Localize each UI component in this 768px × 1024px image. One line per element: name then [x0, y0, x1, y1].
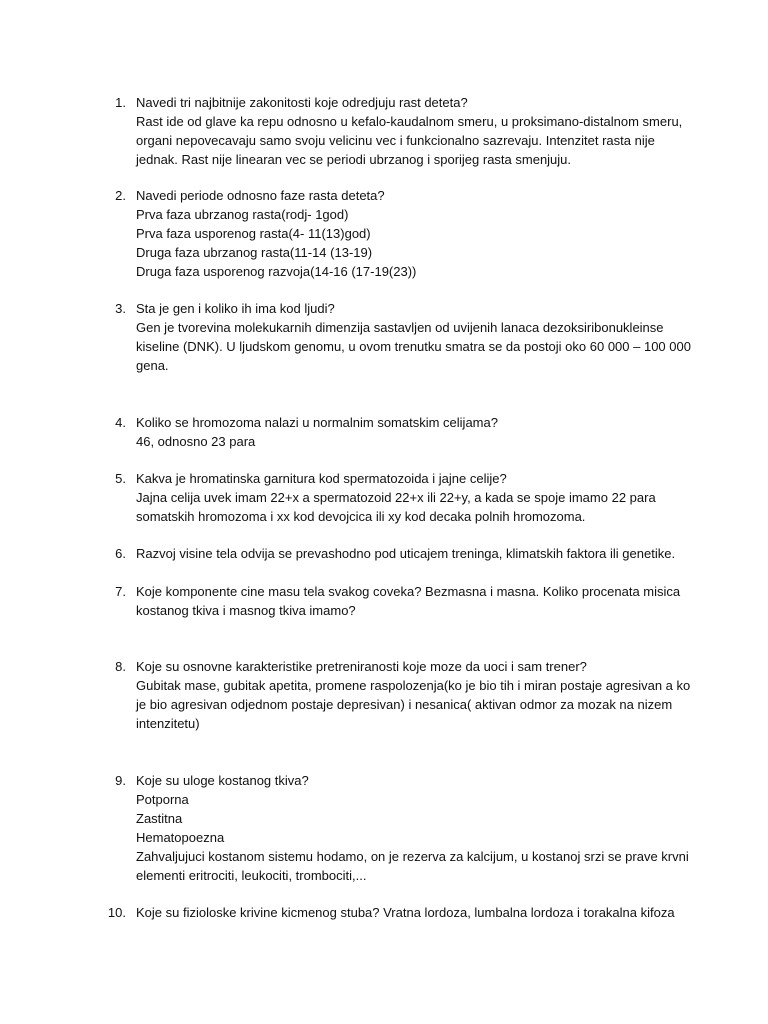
question-body [136, 469, 696, 526]
answer-line: intenzitetu) [136, 716, 200, 731]
question-number: 10. [107, 905, 126, 920]
answer-line: Druga faza ubrzanog rasta(11-14 (13-19) [136, 245, 373, 260]
question-text: Koje su uloge kostanog tkiva? [136, 773, 309, 788]
answer-line: je bio agresivan odjednom postaje depresivan) i nesanica( aktivan odmor za mozak na nizem [136, 697, 673, 712]
question-body [136, 903, 696, 922]
question-number: 7. [115, 584, 126, 599]
answer-line: somatskih hromozoma i xx kod devojcica ili xy kod decaka polnih hromozoma. [136, 509, 586, 524]
answer-line: Gen je tvorevina molekukarnih dimenzija sastavljen od uvijenih lanaca dezoksiribonukleinse [136, 320, 664, 335]
question-text: Navedi periode odnosno faze rasta deteta? [136, 188, 385, 203]
question-text: Kakva je hromatinska garnitura kod spermatozoida i jajne celije? [136, 471, 507, 486]
answer-line: Gubitak mase, gubitak apetita, promene raspolozenja(ko je bio tih i miran postaje agresivan a ko [136, 678, 691, 693]
question-text: Koje su fizioloske krivine kicmenog stuba? Vratna lordoza, lumbalna lordoza i torakalna kifoza [136, 905, 675, 920]
question-number: 9. [115, 773, 126, 788]
question-text: Navedi tri najbitnije zakonitosti koje odredjuju rast deteta? [136, 95, 468, 110]
question-number: 4. [115, 415, 126, 430]
question-text: Koje su osnovne karakteristike pretreniranosti koje moze da uoci i sam trener? [136, 659, 587, 674]
answer-line: jednak. Rast nije linearan vec se periodi ubrzanog i sporijeg rasta smenjuju. [136, 152, 572, 167]
question-number: 3. [115, 301, 126, 316]
question-text: Koliko se hromozoma nalazi u normalnim somatskim celijama? [136, 415, 498, 430]
question-text: Razvoj visine tela odvija se prevashodno pod uticajem treninga, klimatskih faktora ili genetike. [136, 546, 676, 561]
answer-line: Hematopoezna [136, 830, 225, 845]
question-number: 8. [115, 659, 126, 674]
answer-line: gena. [136, 358, 169, 373]
question-number: 6. [115, 546, 126, 561]
question-text: Koje komponente cine masu tela svakog coveka? Bezmasna i masna. Koliko procenata misica [136, 584, 681, 599]
answer-line: Jajna celija uvek imam 22+x a spermatozoid 22+x ili 22+y, a kada se spoje imamo 22 para [136, 490, 656, 505]
question-body [136, 93, 696, 169]
answer-line: kiseline (DNK). U ljudskom genomu, u ovom trenutku smatra se da postoji oko 60 000 – 100 000 [136, 339, 691, 354]
answer-line: 46, odnosno 23 para [136, 434, 256, 449]
answer-line: Druga faza usporenog razvoja(14-16 (17-19(23)) [136, 264, 417, 279]
question-body [136, 657, 696, 733]
answer-line: Zahvaljujuci kostanom sistemu hodamo, on je rezerva za kalcijum, u kostanoj srzi se prave krvni [136, 849, 689, 864]
question-number: 5. [115, 471, 126, 486]
question-body [136, 582, 696, 620]
answer-line: organi nepovecavaju samo svoju velicinu vec i funkcionalno sazrevaju. Intenzitet rasta nije [136, 133, 655, 148]
question-body [136, 186, 696, 281]
answer-line: Zastitna [136, 811, 183, 826]
answer-line: Prva faza ubrzanog rasta(rodj- 1god) [136, 207, 349, 222]
question-body [136, 299, 696, 375]
answer-line: Potporna [136, 792, 189, 807]
question-number: 1. [115, 95, 126, 110]
answer-line: elementi eritrociti, leukociti, trombociti,... [136, 868, 367, 883]
question-number: 2. [115, 188, 126, 203]
question-body [136, 544, 696, 563]
question-body [136, 771, 696, 885]
question-body [136, 413, 696, 451]
question-text: kostanog tkiva i masnog tkiva imamo? [136, 603, 356, 618]
question-text: Sta je gen i koliko ih ima kod ljudi? [136, 301, 335, 316]
answer-line: Rast ide od glave ka repu odnosno u kefalo-kaudalnom smeru, u proksimano-distalnom smeru, [136, 114, 683, 129]
answer-line: Prva faza usporenog rasta(4- 11(13)god) [136, 226, 371, 241]
